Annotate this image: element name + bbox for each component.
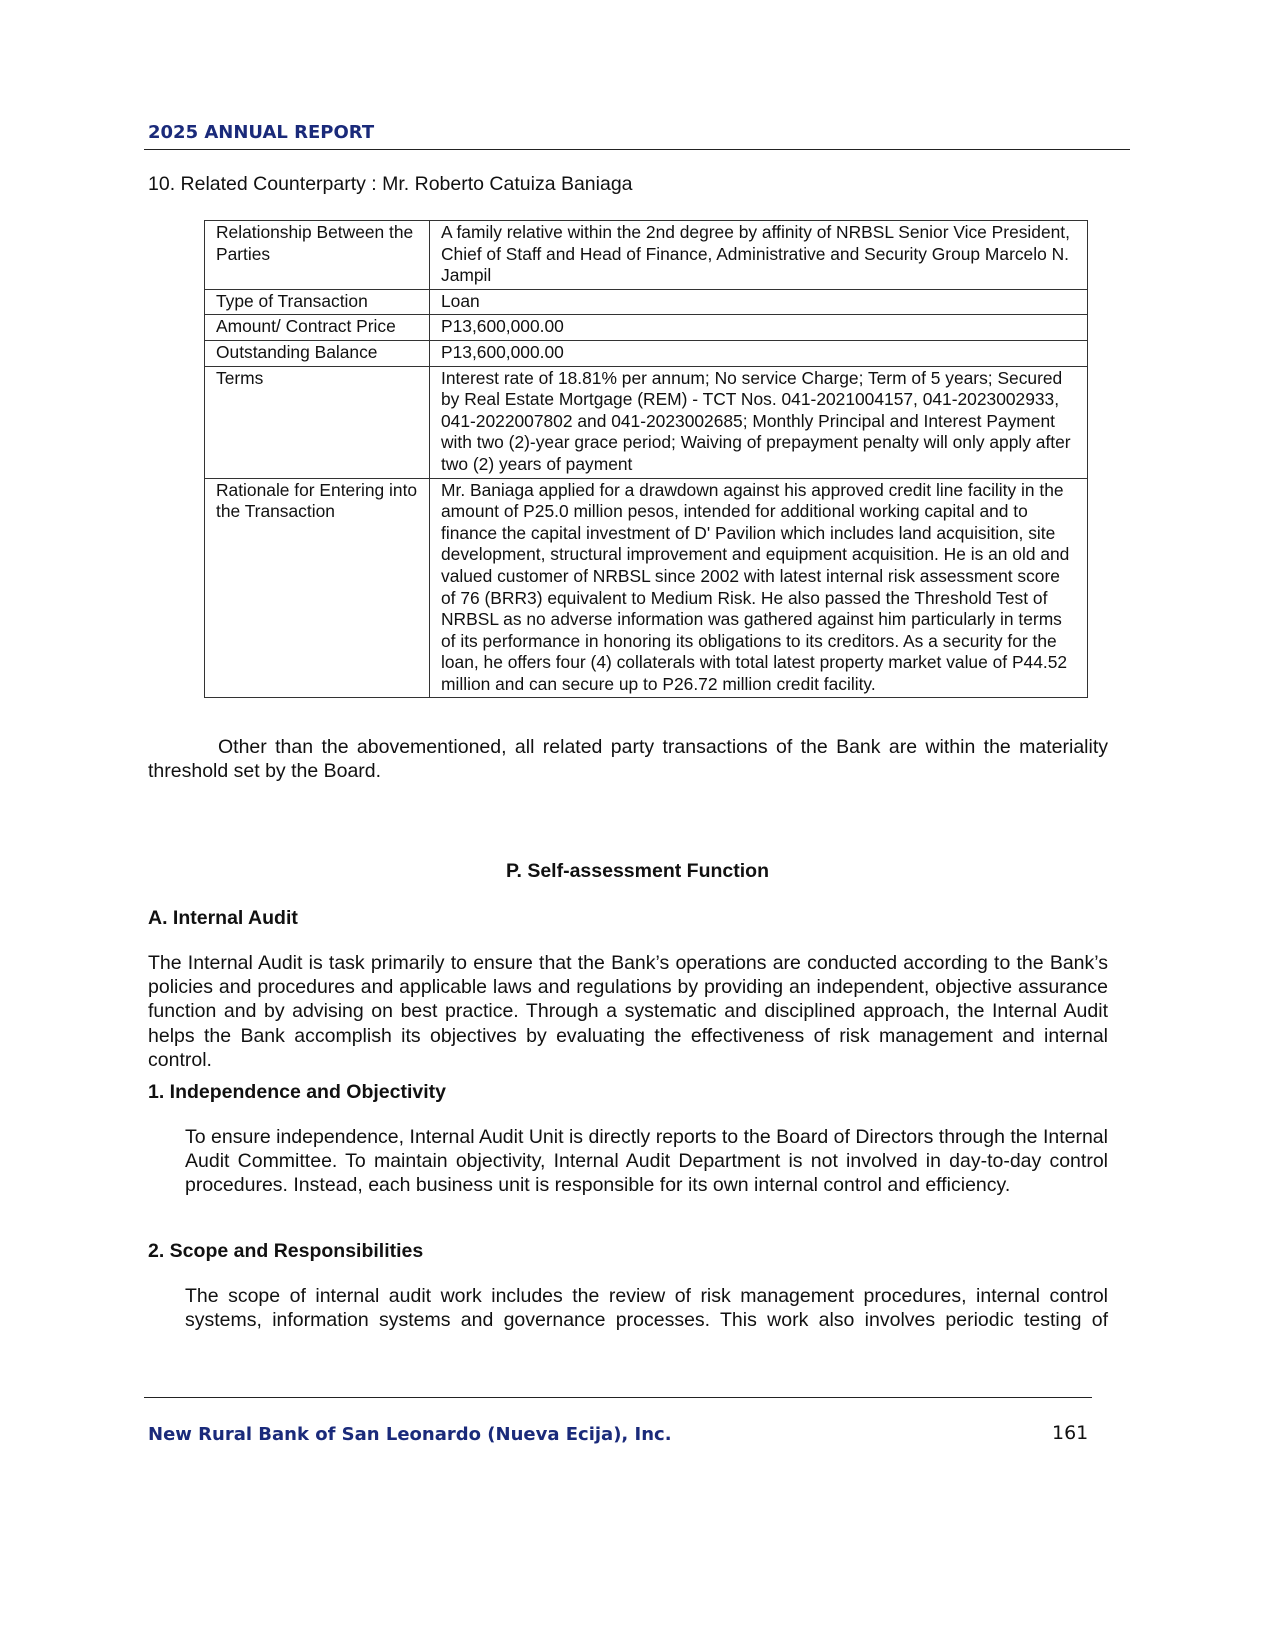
counterparty-heading: 10. Related Counterparty : Mr. Roberto Catuiza Baniaga [148, 173, 633, 195]
scope-heading: 2. Scope and Responsibilities [148, 1240, 424, 1262]
section-title: P. Self-assessment Function [506, 860, 769, 882]
row-label: Outstanding Balance [205, 340, 430, 366]
row-value: Mr. Baniaga applied for a drawdown against his approved credit line facility in the amount of P25.0 million pesos, intended for additional working capital and to finance the capital investment of D' Pavilion which includes land acquisition, site development, structural improvement and equipment acquisition. He is an old and valued customer of NRBSL since 2002 with latest internal risk assessment score of 76 (BRR3) equivalent to Medium Risk. He also passed the Threshold Test of NRBSL as no adverse information was gathered against him particularly in terms of its performance in honoring its obligations to its creditors. As a security for the loan, he offers four (4) collaterals with total latest property market value of P44.52 million and can secure up to P26.72 million credit facility. [430, 478, 1088, 698]
table-row [205, 315, 1088, 341]
table-row [205, 289, 1088, 315]
row-value: A family relative within the 2nd degree by affinity of NRBSL Senior Vice President, Chief of Staff and Head of Finance, Administrative and Security Group Marcelo N. Jampil [430, 221, 1088, 290]
table-row [205, 221, 1088, 290]
table-row [205, 366, 1088, 478]
scope-body: The scope of internal audit work includes the review of risk management procedures, internal control systems, information systems and governance processes. This work also involves periodic testing of [185, 1285, 1108, 1332]
row-label: Rationale for Entering into the Transaction [205, 478, 430, 698]
row-label: Terms [205, 366, 430, 478]
internal-audit-heading: A. Internal Audit [148, 907, 298, 929]
row-label: Amount/ Contract Price [205, 315, 430, 341]
row-value: P13,600,000.00 [430, 315, 1088, 341]
row-label: Relationship Between the Parties [205, 221, 430, 290]
other-than-paragraph: Other than the abovementioned, all related party transactions of the Bank are within the materiality threshold set by the Board. [148, 736, 1108, 783]
independence-heading: 1. Independence and Objectivity [148, 1081, 446, 1103]
table-row [205, 478, 1088, 698]
transaction-table [204, 220, 1088, 698]
report-header-title: 2025 ANNUAL REPORT [148, 122, 375, 143]
page-number: 161 [1052, 1422, 1089, 1444]
row-value: P13,600,000.00 [430, 340, 1088, 366]
internal-audit-body: The Internal Audit is task primarily to ensure that the Bank’s operations are conducted according to the Bank’s policies and procedures and applicable laws and regulations by providing an independent, objective assurance function and by advising on best practice. Through a systematic and disciplined approach, the Internal Audit helps the Bank accomplish its objectives by evaluating the effectiveness of risk management and internal control. [148, 952, 1108, 1071]
table-row [205, 340, 1088, 366]
header-rule [144, 149, 1130, 150]
footer-bank-name: New Rural Bank of San Leonardo (Nueva Ecija), Inc. [148, 1424, 672, 1445]
row-label: Type of Transaction [205, 289, 430, 315]
row-value: Interest rate of 18.81% per annum; No service Charge; Term of 5 years; Secured by Real Estate Mortgage (REM) - TCT Nos. 041-2021004157, 041-2023002933, 041-2022007802 and 041-2023002685; Monthly Principal and Interest Payment with two (2)-year grace period; Waiving of prepayment penalty will only apply after two (2) years of payment [430, 366, 1088, 478]
independence-body: To ensure independence, Internal Audit Unit is directly reports to the Board of Directors through the Internal Audit Committee. To maintain objectivity, Internal Audit Department is not involved in day-to-day control procedures. Instead, each business unit is responsible for its own internal control and efficiency. [185, 1126, 1108, 1197]
footer-rule [144, 1397, 1092, 1398]
row-value: Loan [430, 289, 1088, 315]
